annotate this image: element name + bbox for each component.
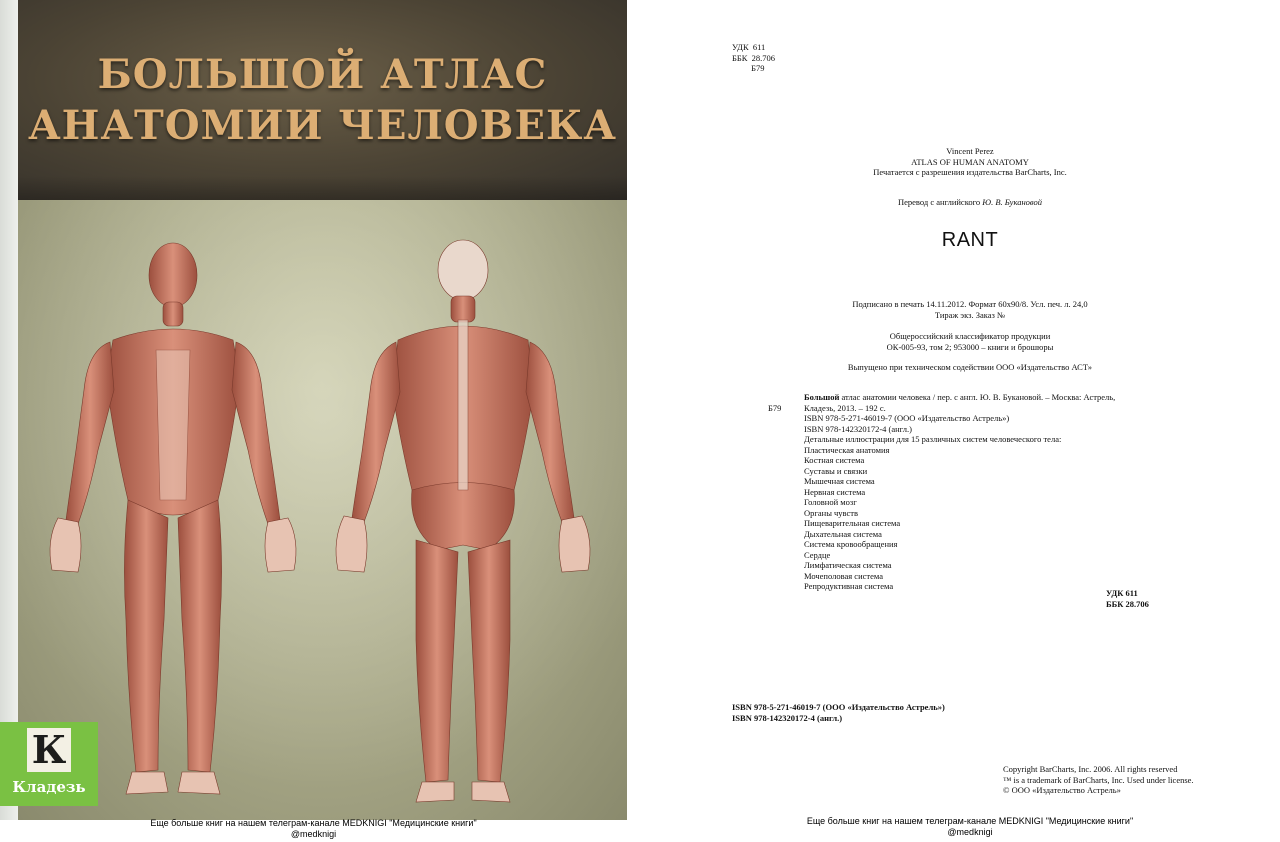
translator-prefix: Перевод с английского [897,197,983,207]
isbn-block [732,702,945,723]
product-classifier [676,331,1264,352]
biblio-title-rest: атлас анатомии человека / пер. с англ. Ю. В. Букановой. – Москва: Астрель, [839,392,1116,402]
cover-footer-line-2: @medknigi [290,829,337,839]
publisher-logo-letter: К [27,728,71,772]
imprint-footer-line-2: @medknigi [947,827,993,837]
rant-stamp: RANT [941,229,999,251]
copyright-block [1003,764,1194,796]
publisher-logo [0,722,98,806]
system-list-item: Лимфатическая система [804,560,892,570]
bibliographic-record [768,392,1264,592]
system-list-item: Головной мозг [804,497,857,507]
system-list-item: Репродуктивная система [804,581,894,591]
cover-title-line-1: БОЛЬШОЙ АТЛАС [97,51,548,98]
book-cover [0,0,627,842]
system-list-item: Нервная система [804,486,866,497]
author-mark-line: Б79 [732,63,765,73]
biblio-title-bold: Большой [804,392,840,402]
translator-name: Ю. В. Букановой [982,197,1043,207]
anatomy-figures-illustration [18,200,627,820]
bbk-line: ББК 28.706 [732,52,776,63]
system-list-item: Органы чувств [804,507,859,518]
cover-spine-edge [0,0,18,820]
udk-classification-bottom [1106,588,1149,609]
original-credits [676,146,1264,178]
system-list-item: Пищеварительная система [804,518,901,528]
udk-classification-top [732,42,775,74]
system-list-item: Мочеполовая система [804,570,883,581]
imprint-footer-line-1: Еще больше книг на нашем телеграм-канале MEDKNIGI "Медицинские книги" [806,816,1134,826]
system-list-item: Пластическая анатомия [804,444,890,455]
isbn-line: ISBN 978-5-271-46019-7 (ООО «Издательство Астрель») [732,702,945,712]
biblio-line-2: Кладезь, 2013. – 192 с. [804,402,886,413]
bbk-line: ББК 28.706 [1106,598,1149,609]
cover-footer-line-1: Еще больше книг на нашем телеграм-канале MEDKNIGI "Медицинские книги" [150,818,477,828]
system-list-item: Сердце [804,549,831,560]
biblio-isbn-2: ISBN 978-142320172-4 (англ.) [804,423,912,434]
isbn-line: ISBN 978-142320172-4 (англ.) [732,712,843,723]
publisher-name: Кладезь [12,778,86,796]
signed-line-1: Подписано в печать 14.11.2012. Формат 60x90/8. Усл. печ. л. 24,0 [852,299,1088,309]
udk-line: УДК 611 [732,42,766,52]
technical-assistance-note: Выпущено при техническом содействии ООО «Издательство АСТ» [847,362,1093,372]
cover-title [18,50,627,152]
biblio-first-line [804,392,1264,403]
biblio-author-mark: Б79 [768,402,782,413]
classifier-line-2: ОК-005-93, том 2; 953000 – книги и брошюры [886,341,1054,352]
system-list-item: Система кровообращения [804,539,898,549]
udk-line: УДК 611 [1106,588,1138,598]
original-title: ATLAS OF HUMAN ANATOMY [911,156,1029,167]
system-list-item: Суставы и связки [804,465,868,476]
biblio-description: Детальные иллюстрации для 15 различных систем человеческого тела: [804,434,1062,444]
author-name: Vincent Perez [946,146,994,156]
classifier-line-1: Общероссийский классификатор продукции [889,331,1051,341]
translator-line [676,197,1264,208]
system-list-item: Костная система [804,455,865,465]
signed-line-2: Тираж экз. Заказ № [934,309,1006,320]
cover-title-line-2: АНАТОМИИ ЧЕЛОВЕКА [28,102,617,149]
permission-note: Печатается с разрешения издательства BarCharts, Inc. [873,167,1067,177]
copyright-line: Copyright BarCharts, Inc. 2006. All rights reserved [1003,764,1178,774]
system-list-item: Дыхательная система [804,528,882,539]
print-details [676,299,1264,320]
imprint-page [676,0,1280,842]
system-list-item: Мышечная система [804,476,875,486]
imprint-footer [676,816,1264,838]
biblio-isbn-1: ISBN 978-5-271-46019-7 (ООО «Издательство Астрель») [804,413,1010,423]
publisher-copyright-line: © ООО «Издательство Астрель» [1003,785,1121,795]
trademark-line: ™ is a trademark of BarCharts, Inc. Used under license. [1003,774,1194,785]
